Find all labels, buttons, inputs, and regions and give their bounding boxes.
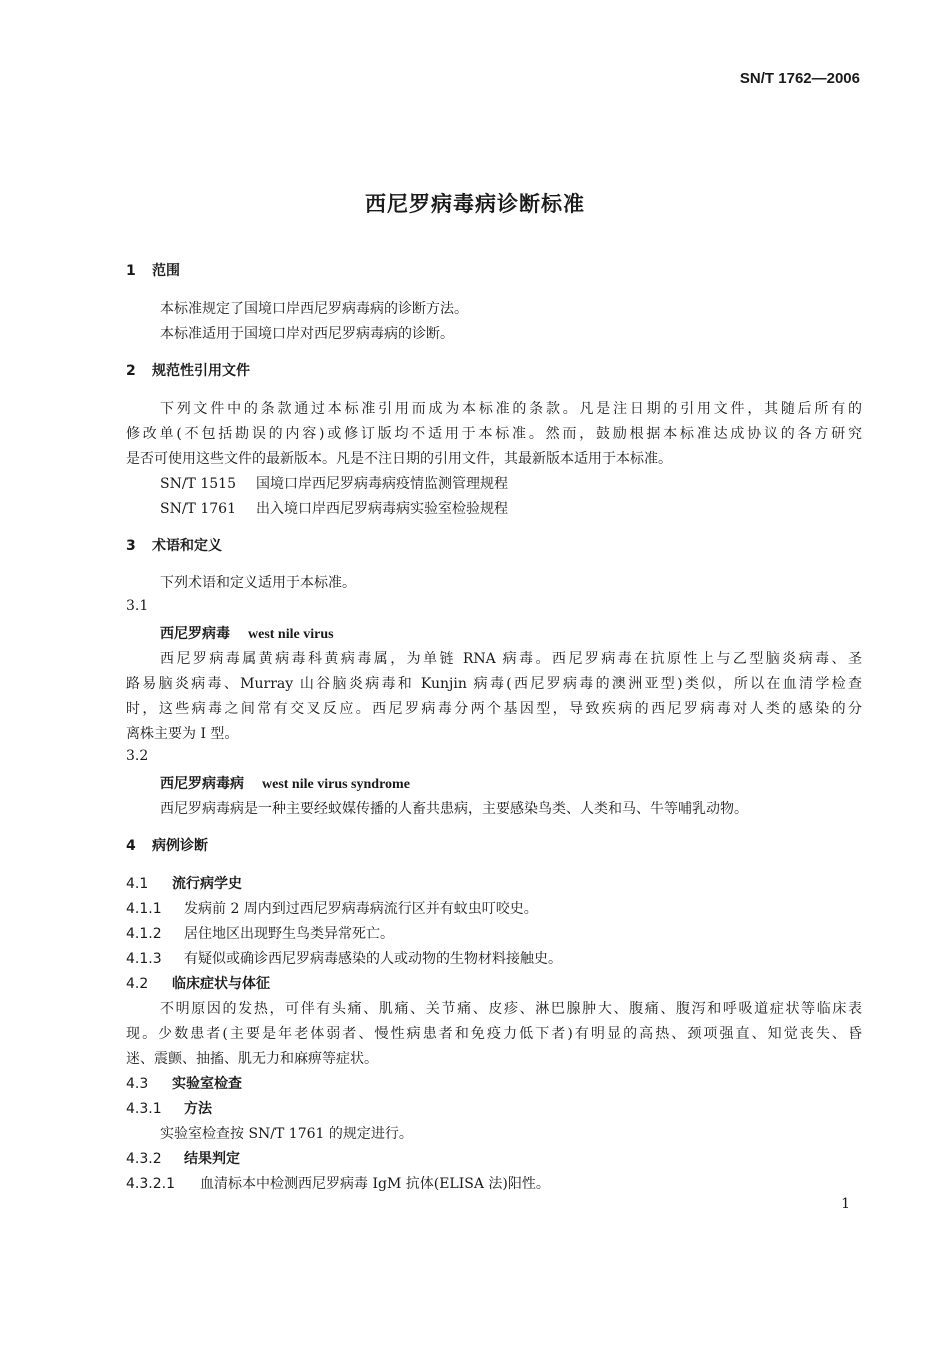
term-en: west nile virus — [248, 627, 334, 642]
section-number: 3 — [126, 538, 136, 554]
section-1-paragraph-2: 本标准适用于国境口岸对西尼罗病毒病的诊断。 — [160, 326, 454, 342]
section-2-line-2: 修改单(不包括勘误的内容)或修订版均不适用于本标准。然而，鼓励根据本标准达成协议的各方研究 — [126, 426, 862, 442]
section-title: 规范性引用文件 — [152, 363, 250, 379]
section-title: 范围 — [152, 263, 180, 279]
term-3-1-number: 3.1 — [126, 598, 149, 614]
section-3-intro: 下列术语和定义适用于本标准。 — [160, 575, 356, 591]
term-en: west nile virus syndrome — [262, 777, 410, 792]
item-number: 4.3.2.1 — [126, 1176, 175, 1192]
subsection-title: 流行病学史 — [172, 876, 242, 892]
reference-item — [160, 473, 508, 493]
term-3-1-line-3: 时，这些病毒之间常有交叉反应。西尼罗病毒分两个基因型，导致疾病的西尼罗病毒对人类的感染的分 — [126, 701, 862, 717]
subsection-title: 临床症状与体征 — [172, 976, 270, 992]
section-title: 病例诊断 — [152, 838, 208, 854]
section-number: 2 — [126, 363, 136, 379]
section-2-heading — [126, 360, 250, 380]
term-3-2-line-1: 西尼罗病毒病是一种主要经蚊媒传播的人畜共患病，主要感染鸟类、人类和马、牛等哺乳动物。 — [160, 801, 748, 817]
section-number: 1 — [126, 263, 136, 279]
item-number: 4.1.1 — [126, 901, 162, 917]
reference-code: SN/T 1761 — [160, 501, 236, 517]
item-4-1-1 — [126, 898, 538, 918]
term-3-1-line-4: 离株主要为 Ⅰ 型。 — [126, 726, 239, 742]
subsection-4-2-line-1: 不明原因的发热，可伴有头痛、肌痛、关节痛、皮疹、淋巴腺肿大、腹痛、腹泻和呼吸道症状等临床表 — [160, 1001, 862, 1017]
subsection-number: 4.3.1 — [126, 1101, 162, 1117]
reference-title: 国境口岸西尼罗病毒病疫情监测管理规程 — [256, 476, 508, 492]
reference-title: 出入境口岸西尼罗病毒病实验室检验规程 — [256, 501, 508, 517]
item-text: 发病前 2 周内到过西尼罗病毒病流行区并有蚊虫叮咬史。 — [184, 901, 538, 917]
subsection-number: 4.2 — [126, 976, 149, 992]
term-3-2-title — [160, 773, 410, 793]
item-4-1-3 — [126, 948, 562, 968]
item-4-1-2 — [126, 923, 394, 943]
item-text: 有疑似或确诊西尼罗病毒感染的人或动物的生物材料接触史。 — [184, 951, 562, 967]
term-3-2-number: 3.2 — [126, 748, 149, 764]
term-3-1-line-1: 西尼罗病毒属黄病毒科黄病毒属，为单链 RNA 病毒。西尼罗病毒在抗原性上与乙型脑炎病毒、圣 — [160, 651, 862, 667]
section-number: 4 — [126, 838, 136, 854]
reference-item — [160, 498, 508, 518]
section-4-heading — [126, 835, 208, 855]
subsection-4-1-heading — [126, 873, 242, 893]
subsection-4-2-heading — [126, 973, 270, 993]
subsection-title: 实验室检查 — [172, 1076, 242, 1092]
subsection-4-3-2-heading — [126, 1148, 240, 1168]
term-zh: 西尼罗病毒 — [160, 626, 230, 642]
subsection-4-3-1-heading — [126, 1098, 212, 1118]
subsection-number: 4.3.2 — [126, 1151, 162, 1167]
subsection-number: 4.1 — [126, 876, 149, 892]
document-title: 西尼罗病毒病诊断标准 — [365, 192, 585, 216]
subsection-title: 方法 — [184, 1101, 212, 1117]
subsection-title: 结果判定 — [184, 1151, 240, 1167]
subsection-4-2-line-2: 现。少数患者(主要是年老体弱者、慢性病患者和免疫力低下者)有明显的高热、颈项强直、知觉丧失、昏 — [126, 1026, 862, 1042]
section-2-line-3: 是否可使用这些文件的最新版本。凡是不注日期的引用文件，其最新版本适用于本标准。 — [126, 451, 672, 467]
section-title: 术语和定义 — [152, 538, 222, 554]
item-4-3-2-1 — [126, 1173, 550, 1193]
subsection-4-3-heading — [126, 1073, 242, 1093]
reference-code: SN/T 1515 — [160, 476, 236, 492]
term-3-1-line-2: 路易脑炎病毒、Murray 山谷脑炎病毒和 Kunjin 病毒(西尼罗病毒的澳洲亚型)类似，所以在血清学检查 — [126, 676, 862, 692]
subsection-4-3-1-text: 实验室检查按 SN/T 1761 的规定进行。 — [160, 1126, 413, 1142]
section-3-heading — [126, 535, 222, 555]
term-3-1-title — [160, 623, 334, 643]
item-text: 血清标本中检测西尼罗病毒 IgM 抗体(ELISA 法)阳性。 — [200, 1176, 550, 1192]
page-number: 1 — [841, 1196, 850, 1212]
item-number: 4.1.3 — [126, 951, 162, 967]
term-zh: 西尼罗病毒病 — [160, 776, 244, 792]
item-text: 居住地区出现野生鸟类异常死亡。 — [184, 926, 394, 942]
section-1-heading — [126, 260, 180, 280]
section-2-line-1: 下列文件中的条款通过本标准引用而成为本标准的条款。凡是注日期的引用文件，其随后所有的 — [160, 401, 862, 417]
subsection-number: 4.3 — [126, 1076, 149, 1092]
section-1-paragraph-1: 本标准规定了国境口岸西尼罗病毒病的诊断方法。 — [160, 301, 468, 317]
subsection-4-2-line-3: 迷、震颤、抽搐、肌无力和麻痹等症状。 — [126, 1051, 378, 1067]
standard-code: SN/T 1762—2006 — [739, 70, 860, 87]
item-number: 4.1.2 — [126, 926, 162, 942]
